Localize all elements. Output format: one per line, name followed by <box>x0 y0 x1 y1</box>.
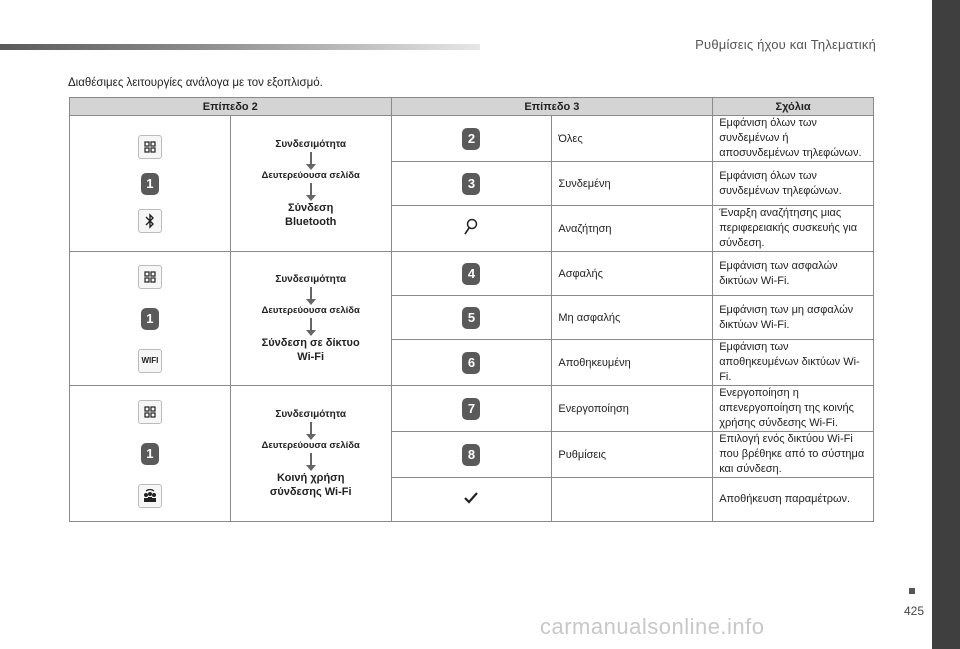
grid-icon <box>138 135 162 159</box>
level3-cell: Μη ασφαλής <box>552 296 713 340</box>
step-badge-8: 8 <box>462 444 480 466</box>
num-cell <box>391 252 552 296</box>
page-header-title: Ρυθμίσεις ήχου και Τηλεματική <box>695 37 876 52</box>
arrow-down-icon <box>310 318 312 330</box>
wifi-share-icon <box>138 484 162 508</box>
comment-cell: Αποθήκευση παραμέτρων. <box>713 478 874 522</box>
level3-cell: Αποθηκευμένη <box>552 340 713 386</box>
arrow-down-icon <box>310 183 312 195</box>
group2-icon-cell <box>70 252 231 386</box>
comment-cell: Εμφάνιση των ασφαλών δικτύων Wi-Fi. <box>713 252 874 296</box>
num-cell <box>391 116 552 162</box>
num-cell <box>391 296 552 340</box>
level2-secondary-page: Δευτερεύουσα σελίδα <box>261 439 360 451</box>
level2-connectivity: Συνδεσιμότητα <box>275 138 347 150</box>
step-badge-1: 1 <box>141 308 159 330</box>
comment-cell: Εμφάνιση όλων των συνδεμένων ή αποσυνδεμένων τηλεφώνων. <box>713 116 874 162</box>
settings-table <box>69 97 874 522</box>
search-icon <box>463 218 479 236</box>
table-row <box>70 386 874 432</box>
header-level2: Επίπεδο 2 <box>70 98 392 116</box>
checkmark-icon <box>464 492 478 504</box>
table-row <box>70 252 874 296</box>
page-marker <box>909 588 915 594</box>
comment-cell: Επιλογή ενός δικτύου Wi-Fi που βρέθηκε από το σύστημα και σύνδεση. <box>713 432 874 478</box>
comment-cell: Εμφάνιση όλων των συνδεμένων τηλεφώνων. <box>713 162 874 206</box>
header-rule <box>0 44 480 50</box>
level3-cell: Συνδεμένη <box>552 162 713 206</box>
page-number: 425 <box>903 604 924 618</box>
level2-wifi-share: Κοινή χρήση σύνδεσης Wi-Fi <box>269 471 352 498</box>
step-badge-1: 1 <box>141 443 159 465</box>
arrow-down-icon <box>310 152 312 164</box>
level3-cell <box>552 478 713 522</box>
group2-level2-cell <box>230 252 391 386</box>
step-badge-5: 5 <box>462 307 480 329</box>
level3-cell: Ρυθμίσεις <box>552 432 713 478</box>
wifi-icon-label: WIFI <box>141 356 159 365</box>
table-header-row <box>70 98 874 116</box>
group1-icon-cell <box>70 116 231 252</box>
group3-icon-cell <box>70 386 231 522</box>
num-cell <box>391 432 552 478</box>
watermark: carmanualsonline.info <box>540 614 765 639</box>
bluetooth-icon <box>138 209 162 233</box>
table-row <box>70 116 874 162</box>
num-cell <box>391 386 552 432</box>
grid-icon <box>138 400 162 424</box>
arrow-down-icon <box>310 287 312 299</box>
group1-level2-cell <box>230 116 391 252</box>
grid-icon <box>138 265 162 289</box>
num-cell <box>391 478 552 522</box>
header-comments: Σχόλια <box>713 98 874 116</box>
intro-text: Διαθέσιμες λειτουργίες ανάλογα με τον εξοπλισμό. <box>68 77 323 89</box>
level2-bluetooth: Σύνδεση Bluetooth <box>285 201 337 228</box>
step-badge-2: 2 <box>462 128 480 150</box>
level3-cell: Ασφαλής <box>552 252 713 296</box>
num-cell <box>391 340 552 386</box>
comment-cell: Εμφάνιση των μη ασφαλών δικτύων Wi-Fi. <box>713 296 874 340</box>
level2-secondary-page: Δευτερεύουσα σελίδα <box>261 304 360 316</box>
level3-cell: Αναζήτηση <box>552 206 713 252</box>
comment-cell: Εμφάνιση των αποθηκευμένων δικτύων Wi-Fi. <box>713 340 874 386</box>
arrow-down-icon <box>310 422 312 434</box>
level2-connectivity: Συνδεσιμότητα <box>275 273 347 285</box>
step-badge-3: 3 <box>462 173 480 195</box>
level3-cell: Όλες <box>552 116 713 162</box>
step-badge-7: 7 <box>462 398 480 420</box>
step-badge-4: 4 <box>462 263 480 285</box>
step-badge-6: 6 <box>462 352 480 374</box>
comment-cell: Έναρξη αναζήτησης μιας περιφερειακής συσκευής για σύνδεση. <box>713 206 874 252</box>
level2-wifi-connect: Σύνδεση σε δίκτυο Wi-Fi <box>261 336 360 363</box>
wifi-icon <box>138 349 162 373</box>
header-level3: Επίπεδο 3 <box>391 98 713 116</box>
level3-cell: Ενεργοποίηση <box>552 386 713 432</box>
step-badge-1: 1 <box>141 173 159 195</box>
level2-secondary-page: Δευτερεύουσα σελίδα <box>261 169 360 181</box>
arrow-down-icon <box>310 453 312 465</box>
group3-level2-cell <box>230 386 391 522</box>
num-cell <box>391 206 552 252</box>
page-sidebar-bar <box>932 0 960 649</box>
num-cell <box>391 162 552 206</box>
level2-connectivity: Συνδεσιμότητα <box>275 408 347 420</box>
comment-cell: Ενεργοποίηση η απενεργοποίηση της κοινής χρήσης σύνδεσης Wi-Fi. <box>713 386 874 432</box>
